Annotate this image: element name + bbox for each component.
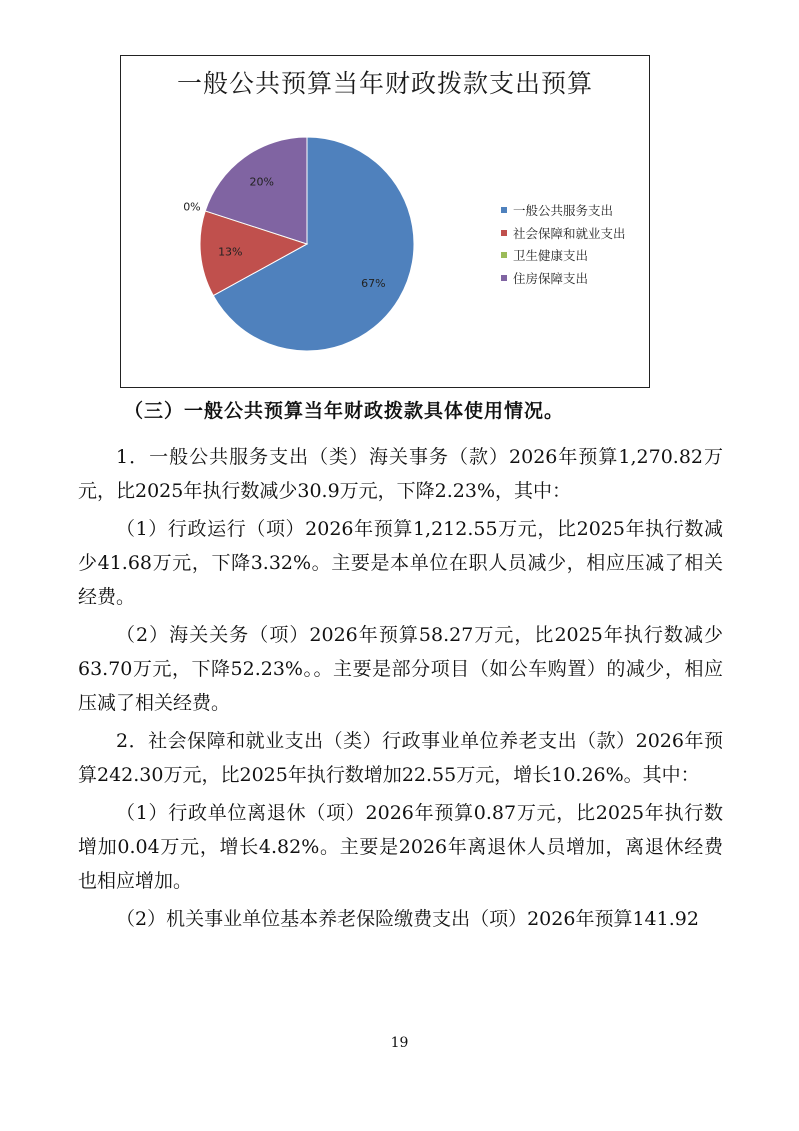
paragraph: （1）行政单位离退休（项）2026年预算0.87万元，比2025年执行数增加0.04万元，增长4.82%。主要是2026年离退休人员增加，离退休经费也相应增加。 — [78, 802, 723, 892]
slice-label: 0% — [183, 200, 201, 214]
chart-title: 一般公共预算当年财政拨款支出预算 — [176, 69, 593, 98]
legend-label: 卫生健康支出 — [513, 248, 589, 264]
paragraph: 1．一般公共服务支出（类）海关事务（款）2026年预算1,270.82万元，比2025年执行数减少30.9万元，下降2.23%，其中： — [78, 446, 723, 502]
slice-label: 20% — [249, 175, 274, 189]
legend-swatch — [501, 230, 507, 236]
pie-chart — [120, 55, 650, 388]
page-number: 19 — [390, 1035, 409, 1051]
legend-item — [501, 222, 626, 245]
slice-label: 13% — [218, 245, 243, 259]
slice-label: 67% — [361, 277, 386, 291]
legend-item — [501, 199, 626, 222]
legend-swatch — [501, 252, 507, 258]
chart-legend — [501, 199, 626, 289]
legend-item — [501, 244, 626, 267]
section-heading: （三）一般公共预算当年财政拨款具体使用情况。 — [124, 400, 565, 422]
legend-label: 住房保障支出 — [513, 270, 589, 286]
paragraph: （2）海关关务（项）2026年预算58.27万元，比2025年执行数减少63.70万元，下降52.23%。。主要是部分项目（如公车购置）的减少，相应压减了相关经费。 — [78, 624, 723, 714]
body-text — [78, 440, 723, 936]
legend-item — [501, 267, 626, 290]
legend-label: 社会保障和就业支出 — [513, 225, 626, 241]
paragraph: （1）行政运行（项）2026年预算1,212.55万元，比2025年执行数减少41.68万元，下降3.32%。主要是本单位在职人员减少，相应压减了相关经费。 — [78, 518, 723, 608]
legend-label: 一般公共服务支出 — [513, 203, 614, 219]
legend-swatch — [501, 275, 507, 281]
paragraph: （2）机关事业单位基本养老保险缴费支出（项）2026年预算141.92 — [116, 908, 699, 930]
paragraph: 2．社会保障和就业支出（类）行政事业单位养老支出（款）2026年预算242.30万元，比2025年执行数增加22.55万元，增长10.26%。其中： — [78, 730, 723, 786]
legend-swatch — [501, 207, 507, 213]
